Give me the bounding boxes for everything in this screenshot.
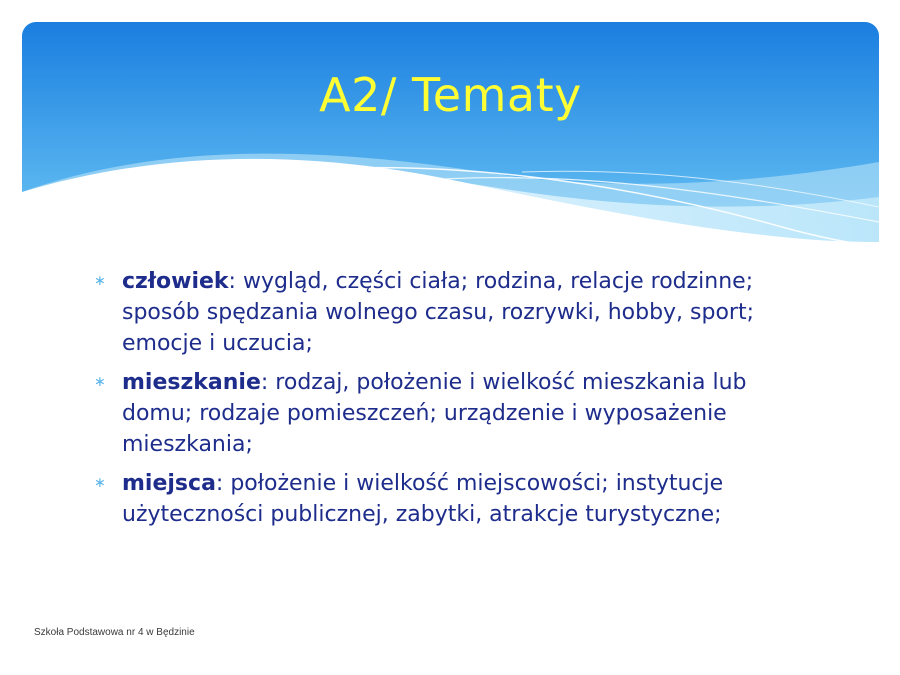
asterisk-bullet-icon: ∗ — [94, 273, 106, 289]
list-item — [92, 468, 812, 530]
footer-school-name: Szkoła Podstawowa nr 4 w Będzinie — [34, 627, 195, 638]
topic-term: miejsca — [122, 471, 216, 496]
topic-description: : wygląd, części ciała; rodzina, relacje rodzinne; sposób spędzania wolnego czasu, rozrywki, hobby, sport; emocje i uczucia; — [122, 269, 755, 356]
list-item — [92, 266, 812, 359]
slide-title: A2/ Tematy — [319, 68, 582, 122]
asterisk-bullet-icon: ∗ — [94, 475, 106, 491]
list-item — [92, 367, 812, 460]
asterisk-bullet-icon: ∗ — [94, 374, 106, 390]
topic-list — [92, 266, 812, 538]
topic-term: mieszkanie — [122, 370, 261, 395]
topic-description: : rodzaj, położenie i wielkość mieszkania lub domu; rodzaje pomieszczeń; urządzenie i wyposażenie mieszkania; — [122, 370, 747, 457]
wave-banner-graphic — [22, 22, 879, 247]
title-banner — [22, 22, 879, 247]
topic-term: człowiek — [122, 269, 229, 294]
topic-description: : położenie i wielkość miejscowości; instytucje użyteczności publicznej, zabytki, atrakcje turystyczne; — [122, 471, 724, 527]
